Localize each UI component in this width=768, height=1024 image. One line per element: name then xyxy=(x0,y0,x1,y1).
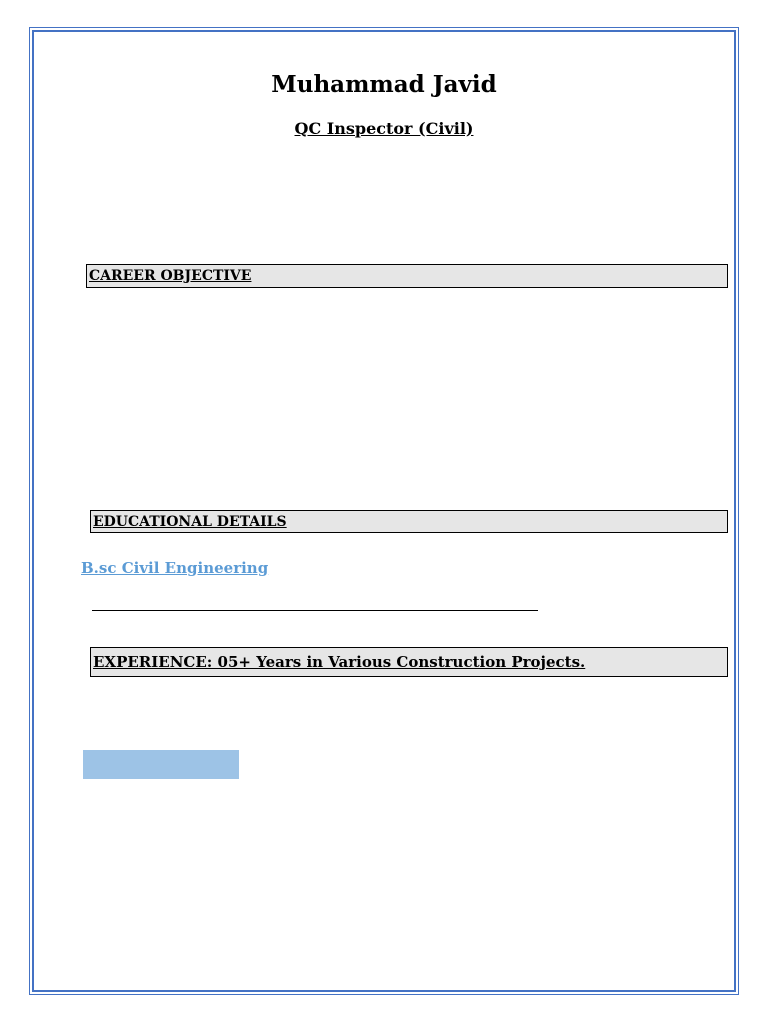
section-heading-label: CAREER OBJECTIVE xyxy=(89,268,252,284)
divider-line xyxy=(92,610,538,611)
candidate-name: Muhammad Javid xyxy=(271,71,497,98)
section-heading-career-objective xyxy=(86,264,728,288)
section-heading-educational-details xyxy=(90,510,728,533)
job-title: QC Inspector (Civil) xyxy=(294,119,474,138)
section-heading-label: EDUCATIONAL DETAILS xyxy=(93,513,287,530)
degree-link[interactable]: B.sc Civil Engineering xyxy=(81,559,269,577)
section-heading-experience xyxy=(90,647,728,677)
highlight-block xyxy=(83,750,239,779)
section-heading-label: EXPERIENCE: 05+ Years in Various Construction Projects. xyxy=(93,653,586,671)
